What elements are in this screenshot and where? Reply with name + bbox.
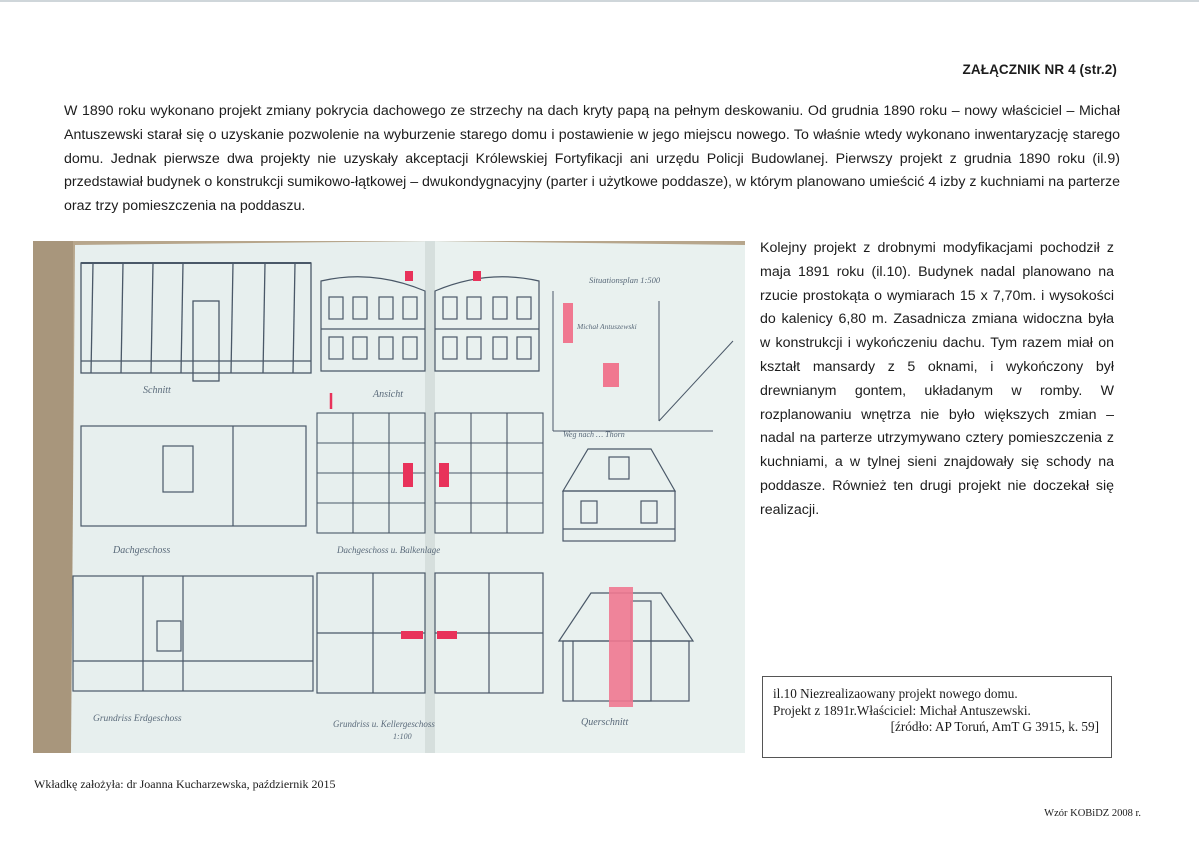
caption-line-1: il.10 Niezrealizaowany projekt nowego domu. [773, 686, 1018, 701]
intro-paragraph: W 1890 roku wykonano projekt zmiany pokrycia dachowego ze strzechy na dach kryty papą na pełnym deskowaniu. Od grudnia 1890 roku – nowy właściciel – Michał Antuszewski starał się o uzyskanie pozwolenie na wyburzenie starego domu i postawienie w jego miejscu nowego. To właśnie wtedy wykonano inwentaryzację starego domu. Jednak pierwsze dwa projekty nie uzyskały akceptacji Królewskiej Fortyfikacji ani urzędu Policji Budowlanej. Pierwszy projekt z grudnia 1890 roku (il.9) przedstawiał budynek o konstrukcji sumikowo-łątkowej – dwukondygnacyjny (parter i użytkowe poddasze), w którym planowano umieścić 4 izby z kuchniami na parterze oraz trzy pomieszczenia na poddaszu. [64, 103, 1120, 215]
label-dachgeschoss: Dachgeschoss [113, 545, 171, 556]
label-balkenlage: Dachgeschoss u. Balkenlage [337, 545, 441, 555]
label-kellergeschoss: Grundriss u. Kellergeschoss [333, 719, 435, 729]
label-situation: Situationsplan 1:500 [589, 275, 661, 285]
label-street: Weg nach … Thorn [563, 430, 625, 439]
caption-source: [źródło: AP Toruń, AmT G 3915, k. 59] [890, 719, 1099, 734]
caption-line-2: Projekt z 1891r.Właściciel: Michał Antuszewski. [773, 702, 1031, 718]
label-owner: Michał Antuszewski [577, 322, 637, 331]
author-credit: Wkładkę założyła: dr Joanna Kucharzewska, październik 2015 [34, 777, 336, 791]
side-paragraph: Kolejny projekt z drobnymi modyfikacjami pochodził z maja 1891 roku (il.10). Budynek nadal planowano na rzucie prostokąta o wymiarach 15 x 7,70m. i wysokości do kalenicy 6,80 m. Zasadnicza zmiana widoczna była w konstrukcji i wykończeniu dachu. Tym razem miał on kształt mansardy z 5 oknami, i wykończony był drewnianym gontem, układanym w romby. W rozplanowaniu wnętrza nie było większych zmian – nadal na parterze utrzymywano cztery pomieszczenia z kuchniami, a w tylnej sieni znajdowały się schody na poddasze. Również ten drugi projekt nie doczekał się realizacji. [760, 240, 1114, 518]
attachment-label: ZAŁĄCZNIK NR 4 (str.2) [962, 62, 1117, 77]
label-grundriss: Grundriss Erdgeschoss [93, 714, 182, 724]
label-ansicht: Ansicht [373, 389, 403, 400]
architectural-drawing-photo [33, 241, 745, 753]
label-scale: 1:100 [393, 732, 412, 741]
label-schnitt: Schnitt [143, 385, 171, 396]
figure-caption [762, 676, 1112, 758]
scan-edge [0, 0, 1199, 2]
template-note: Wzór KOBiDZ 2008 r. [1044, 808, 1141, 819]
label-querschnitt: Querschnitt [581, 717, 629, 728]
